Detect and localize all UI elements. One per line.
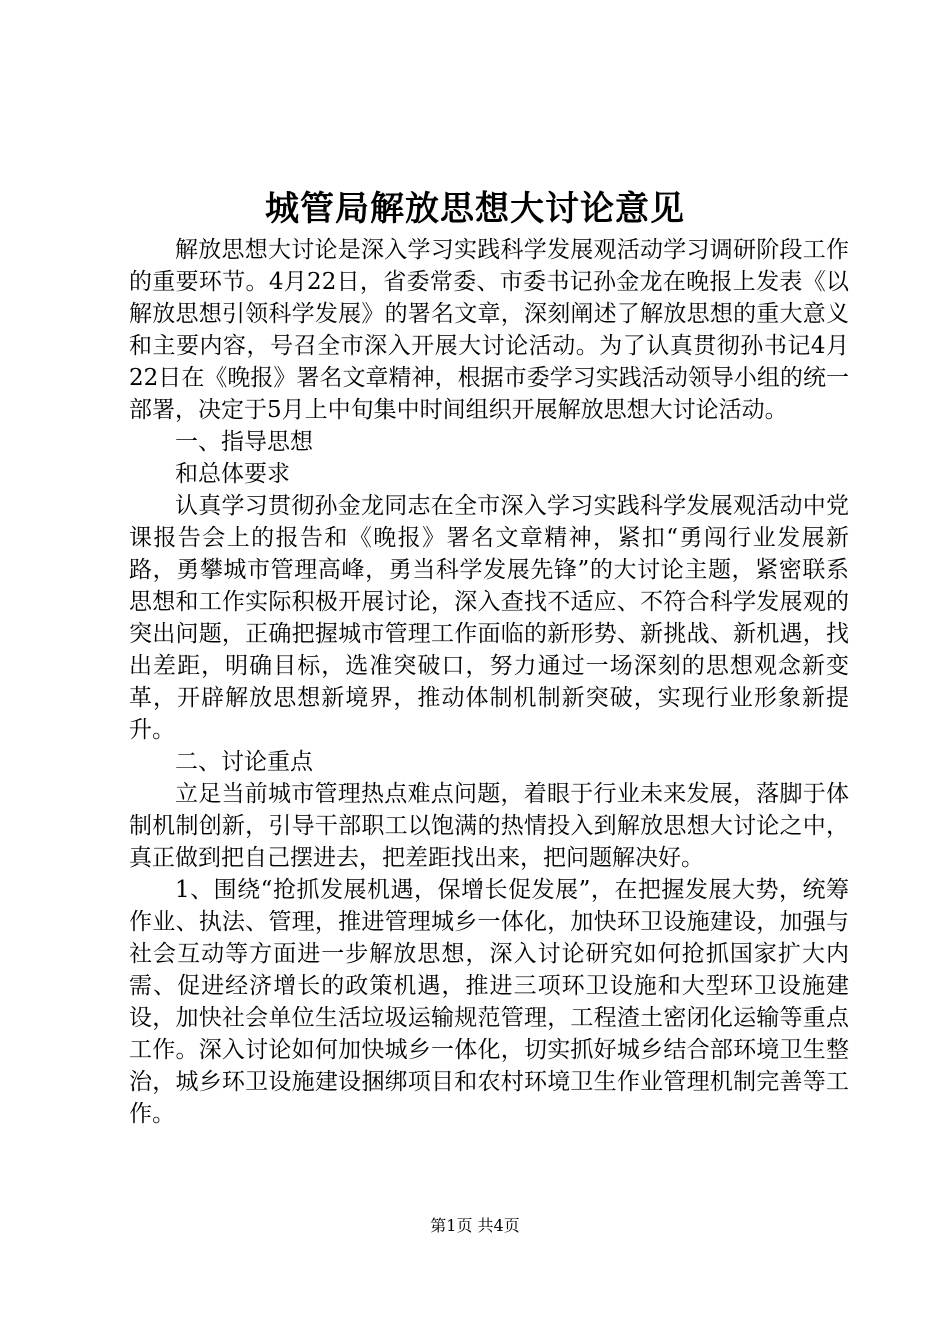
page-number-footer: 第1页 共4页 xyxy=(430,1216,520,1235)
point1-paragraph: 1、围绕“抢抓发展机遇，保增长促发展”，在把握发展大势，统筹作业、执法、管理，推进管理城乡一体化，加快环卫设施建设，加强与社会互动等方面进一步解放思想，深入讨论研究如何抢抓国家扩大内需、促进经济增长的政策机遇，推进三项环卫设施和大型环卫设施建设，加快社会单位生活垃圾运输规范管理，工程渣土密闭化运输等重点工作。深入讨论如何加快城乡一体化，切实抓好城乡结合部环境卫生整治，城乡环卫设施建设捆绑项目和农村环境卫生作业管理机制完善等工作。 xyxy=(129,877,849,1127)
section1-heading-line2: 和总体要求 xyxy=(175,461,290,487)
intro-paragraph: 解放思想大讨论是深入学习实践科学发展观活动学习调研阶段工作的重要环节。4月22日，省委常委、市委书记孙金龙在晚报上发表《以解放思想引领科学发展》的署名文章，深刻阐述了解放思想的重大意义和主要内容，号召全市深入开展大讨论活动。为了认真贯彻孙书记4月22日在《晚报》署名文章精神，根据市委学习实践活动领导小组的统一部署，决定于5月上中旬集中时间组织开展解放思想大讨论活动。 xyxy=(129,237,849,423)
section1-heading-line1: 一、指导思想 xyxy=(175,429,313,455)
section1-paragraph: 认真学习贯彻孙金龙同志在全市深入学习实践科学发展观活动中党课报告会上的报告和《晚报》署名文章精神，紧扣“勇闯行业发展新路，勇攀城市管理高峰，勇当科学发展先锋”的大讨论主题，紧密联系思想和工作实际积极开展讨论，深入查找不适应、不符合科学发展观的突出问题，正确把握城市管理工作面临的新形势、新挑战、新机遇，找出差距，明确目标，选准突破口，努力通过一场深刻的思想观念新变革，开辟解放思想新境界，推动体制机制新突破，实现行业形象新提升。 xyxy=(129,493,849,743)
document-title: 城管局解放思想大讨论意见 xyxy=(265,189,685,229)
document-body xyxy=(129,234,849,1130)
section2-paragraph: 立足当前城市管理热点难点问题，着眼于行业未来发展，落脚于体制机制创新，引导干部职工以饱满的热情投入到解放思想大讨论之中，真正做到把自己摆进去，把差距找出来，把问题解决好。 xyxy=(129,781,849,871)
section2-heading: 二、讨论重点 xyxy=(175,749,313,775)
